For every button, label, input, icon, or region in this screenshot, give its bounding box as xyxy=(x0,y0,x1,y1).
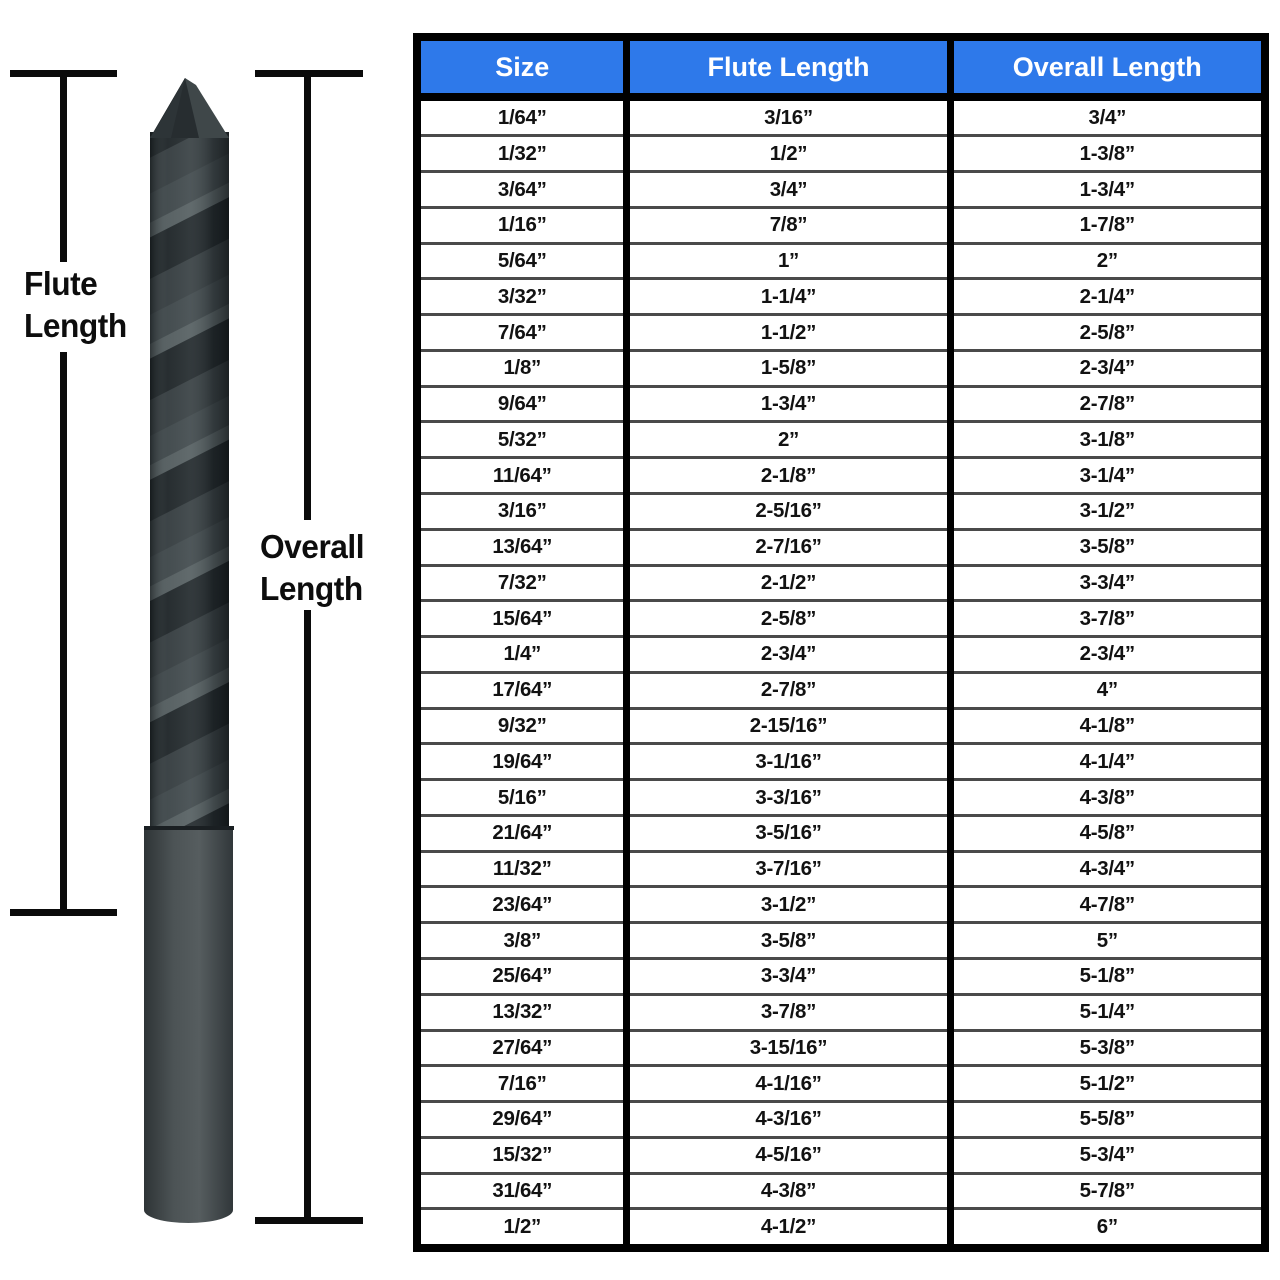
table-cell: 2-3/4” xyxy=(950,637,1265,673)
table-cell: 19/64” xyxy=(417,744,627,780)
table-cell: 17/64” xyxy=(417,672,627,708)
table-row xyxy=(417,1102,1265,1138)
table-cell: 4-1/2” xyxy=(627,1209,950,1248)
table-cell: 7/32” xyxy=(417,565,627,601)
flute-length-label: Flute Length xyxy=(24,265,127,344)
table-cell: 2-1/2” xyxy=(627,565,950,601)
column-header-overall-length: Overall Length xyxy=(950,37,1265,97)
table-cell: 1-5/8” xyxy=(627,350,950,386)
table-cell: 2-5/16” xyxy=(627,494,950,530)
overall-length-bottom-tick xyxy=(255,1217,363,1224)
table-cell: 3-1/2” xyxy=(950,494,1265,530)
table-cell: 3/32” xyxy=(417,279,627,315)
table-row xyxy=(417,744,1265,780)
table-cell: 4” xyxy=(950,672,1265,708)
table-cell: 3-3/16” xyxy=(627,780,950,816)
table-cell: 3-1/16” xyxy=(627,744,950,780)
table-cell: 13/64” xyxy=(417,529,627,565)
table-cell: 6” xyxy=(950,1209,1265,1248)
table-cell: 3/8” xyxy=(417,923,627,959)
table-cell: 3/4” xyxy=(950,97,1265,136)
table-cell: 3-5/8” xyxy=(950,529,1265,565)
table-cell: 2” xyxy=(950,243,1265,279)
table-cell: 2-7/8” xyxy=(627,672,950,708)
table-cell: 11/32” xyxy=(417,851,627,887)
table-header-row xyxy=(417,37,1265,97)
table-cell: 25/64” xyxy=(417,958,627,994)
table-cell: 9/32” xyxy=(417,708,627,744)
table-cell: 3-3/4” xyxy=(627,958,950,994)
table-cell: 5-3/4” xyxy=(950,1137,1265,1173)
flute-length-bottom-tick xyxy=(10,909,117,916)
table-cell: 3-1/8” xyxy=(950,422,1265,458)
table-row xyxy=(417,315,1265,351)
table-cell: 5-1/4” xyxy=(950,994,1265,1030)
table-cell: 5-7/8” xyxy=(950,1173,1265,1209)
table-cell: 4-3/8” xyxy=(950,780,1265,816)
table-row xyxy=(417,637,1265,673)
table-cell: 2-1/4” xyxy=(950,279,1265,315)
table-cell: 1/8” xyxy=(417,350,627,386)
table-cell: 3-1/2” xyxy=(627,887,950,923)
table-cell: 31/64” xyxy=(417,1173,627,1209)
table-cell: 2” xyxy=(627,422,950,458)
table-cell: 1-3/8” xyxy=(950,136,1265,172)
table-cell: 3-7/16” xyxy=(627,851,950,887)
table-cell: 5/16” xyxy=(417,780,627,816)
table-cell: 9/64” xyxy=(417,386,627,422)
table-cell: 27/64” xyxy=(417,1030,627,1066)
overall-length-line-upper xyxy=(304,70,311,520)
drill-size-table xyxy=(413,33,1269,1252)
table-row xyxy=(417,923,1265,959)
table-cell: 3-7/8” xyxy=(627,994,950,1030)
table-cell: 2-3/4” xyxy=(627,637,950,673)
table-row xyxy=(417,458,1265,494)
table-row xyxy=(417,1173,1265,1209)
table-row xyxy=(417,494,1265,530)
table-cell: 5” xyxy=(950,923,1265,959)
column-header-size: Size xyxy=(417,37,627,97)
table-cell: 7/8” xyxy=(627,207,950,243)
table-row xyxy=(417,529,1265,565)
table-cell: 21/64” xyxy=(417,815,627,851)
table-cell: 5-5/8” xyxy=(950,1102,1265,1138)
table-cell: 1-7/8” xyxy=(950,207,1265,243)
overall-length-label: Overall Length xyxy=(260,528,365,607)
table-cell: 1/64” xyxy=(497,105,547,129)
table-cell: 4-3/4” xyxy=(950,851,1265,887)
table-row xyxy=(417,97,1265,136)
table-cell: 15/32” xyxy=(417,1137,627,1173)
table-cell: 4-3/8” xyxy=(627,1173,950,1209)
table-row xyxy=(417,851,1265,887)
table-cell: 23/64” xyxy=(417,887,627,923)
table-cell: 13/32” xyxy=(417,994,627,1030)
table-row xyxy=(417,815,1265,851)
table-cell: 2-7/8” xyxy=(950,386,1265,422)
table-cell: 7/16” xyxy=(417,1066,627,1102)
table-cell: 4-1/16” xyxy=(627,1066,950,1102)
table-row xyxy=(417,672,1265,708)
table-cell: 5-3/8” xyxy=(950,1030,1265,1066)
overall-length-line-lower xyxy=(304,610,311,1217)
table-cell: 7/64” xyxy=(417,315,627,351)
table-cell: 3/64” xyxy=(417,172,627,208)
table-cell: 4-1/4” xyxy=(950,744,1265,780)
table-cell: 3-15/16” xyxy=(627,1030,950,1066)
table-cell: 2-5/8” xyxy=(627,601,950,637)
table-row xyxy=(417,207,1265,243)
table-row xyxy=(417,1066,1265,1102)
table-cell: 1/2” xyxy=(627,136,950,172)
column-header-flute-length: Flute Length xyxy=(627,37,950,97)
table-row xyxy=(417,958,1265,994)
table-cell: 5/32” xyxy=(417,422,627,458)
table-row xyxy=(417,708,1265,744)
table-cell: 1/4” xyxy=(417,637,627,673)
drill-bit-image xyxy=(143,76,235,1228)
table-row xyxy=(417,1137,1265,1173)
table-cell: 3-1/4” xyxy=(950,458,1265,494)
table-cell: 2-15/16” xyxy=(627,708,950,744)
table-cell: 3-3/4” xyxy=(950,565,1265,601)
table-row xyxy=(417,887,1265,923)
table-cell: 4-5/16” xyxy=(627,1137,950,1173)
table-row xyxy=(417,994,1265,1030)
table-row xyxy=(417,565,1265,601)
table-row xyxy=(417,422,1265,458)
table-cell: 4-7/8” xyxy=(950,887,1265,923)
table-cell: 3-5/8” xyxy=(627,923,950,959)
table-cell: 2-5/8” xyxy=(950,315,1265,351)
table-row xyxy=(417,172,1265,208)
table-cell: 1-3/4” xyxy=(627,386,950,422)
table-row xyxy=(417,601,1265,637)
table-row xyxy=(417,780,1265,816)
table-cell: 1” xyxy=(627,243,950,279)
table-cell: 4-1/8” xyxy=(950,708,1265,744)
table-cell: 2-1/8” xyxy=(627,458,950,494)
table-cell: 2-3/4” xyxy=(950,350,1265,386)
table-cell: 1-1/4” xyxy=(627,279,950,315)
table-cell: 5-1/8” xyxy=(950,958,1265,994)
table-row xyxy=(417,279,1265,315)
table-cell: 1/2” xyxy=(417,1209,627,1248)
table-row xyxy=(417,350,1265,386)
table-cell: 1-3/4” xyxy=(950,172,1265,208)
table-row xyxy=(417,136,1265,172)
table-cell: 2-7/16” xyxy=(627,529,950,565)
table-cell: 11/64” xyxy=(417,458,627,494)
table-cell: 3-7/8” xyxy=(950,601,1265,637)
table-cell: 1/16” xyxy=(417,207,627,243)
flute-length-line-lower xyxy=(60,352,67,912)
table-cell: 1-1/2” xyxy=(627,315,950,351)
table-body xyxy=(417,97,1265,1248)
table-row xyxy=(417,386,1265,422)
table-cell: 4-5/8” xyxy=(950,815,1265,851)
table-cell: 3-5/16” xyxy=(627,815,950,851)
table-cell: 29/64” xyxy=(417,1102,627,1138)
table-cell: 5-1/2” xyxy=(950,1066,1265,1102)
flute-length-line-upper xyxy=(60,70,67,262)
table-row xyxy=(417,1209,1265,1248)
table-cell: 5/64” xyxy=(417,243,627,279)
table-cell: 1/32” xyxy=(417,136,627,172)
table-cell: 15/64” xyxy=(417,601,627,637)
table-cell: 4-3/16” xyxy=(627,1102,950,1138)
table-cell: 3/4” xyxy=(627,172,950,208)
table-cell: 3/16” xyxy=(417,494,627,530)
table-cell: 3/16” xyxy=(627,97,950,136)
table-row xyxy=(417,1030,1265,1066)
table-row xyxy=(417,243,1265,279)
